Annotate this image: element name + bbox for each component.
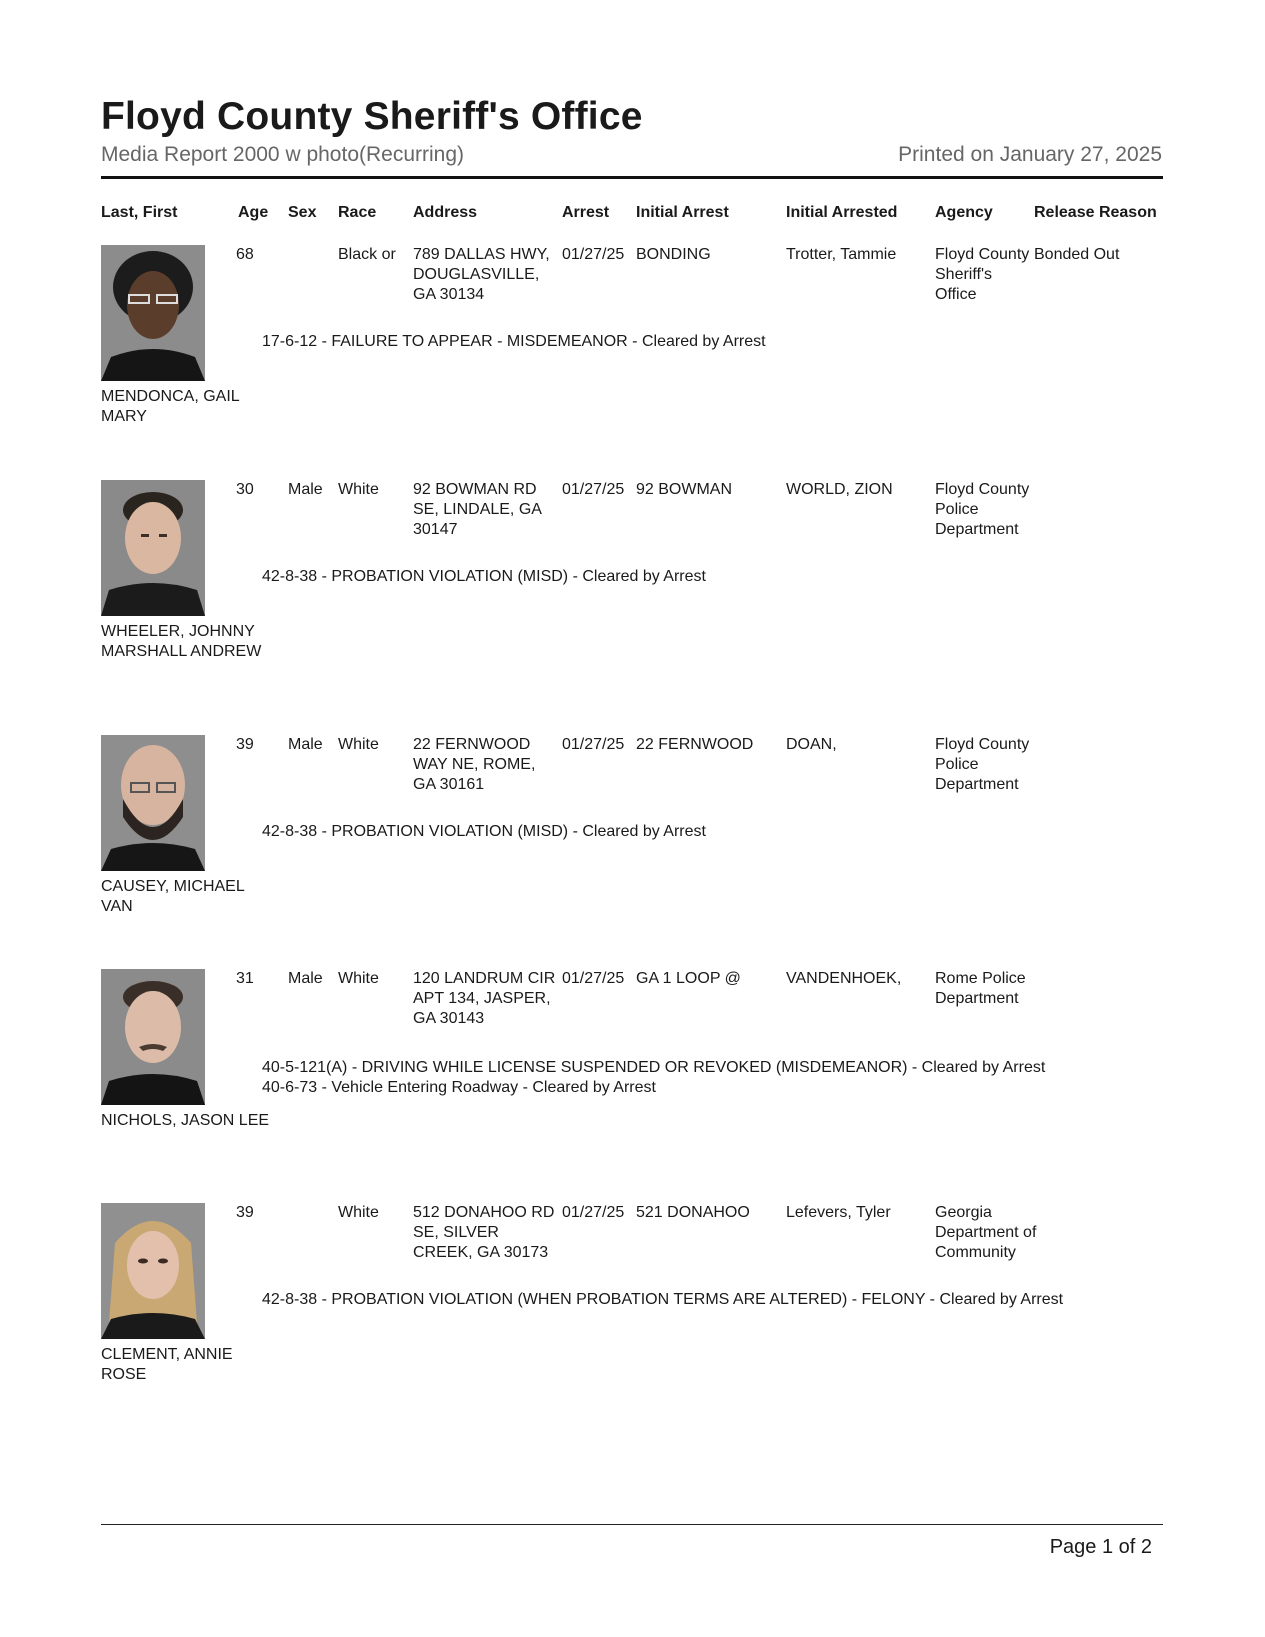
arrest-date: 01/27/25 (562, 736, 625, 753)
footer-rule (101, 1524, 1163, 1525)
inmate-name: CLEMENT, ANNIE ROSE (101, 1346, 233, 1383)
inmate-name: CAUSEY, MICHAEL VAN (101, 878, 245, 915)
agency-value: Floyd County Sheriff's Office (935, 246, 1030, 303)
address-value: 789 DALLAS HWY, DOUGLASVILLE, GA 30134 (413, 246, 550, 303)
column-header-race: Race (338, 204, 377, 221)
record-3 (0, 735, 1265, 965)
initial-arrest-location: 92 BOWMAN (636, 481, 733, 498)
record-4 (0, 969, 1265, 1199)
initial-arrest-location: GA 1 LOOP @ (636, 970, 741, 987)
inmate-name: WHEELER, JOHNNY MARSHALL ANDREW (101, 623, 262, 660)
sex-value: Male (288, 736, 323, 753)
charge-line: 42-8-38 - PROBATION VIOLATION (WHEN PROBATION TERMS ARE ALTERED) - FELONY - Cleared by Arrest (262, 1291, 1064, 1308)
column-header-address: Address (413, 204, 478, 221)
race-value: Black or (338, 246, 396, 263)
age-value: 39 (236, 736, 254, 753)
report-subtitle: Media Report 2000 w photo(Recurring) (101, 143, 465, 166)
charge-line: 40-6-73 - Vehicle Entering Roadway - Cleared by Arrest (262, 1079, 656, 1096)
charge-line: 42-8-38 - PROBATION VIOLATION (MISD) - Cleared by Arrest (262, 823, 706, 840)
record-1 (0, 245, 1265, 475)
column-header-agency: Agency (935, 204, 993, 221)
address-value: 512 DONAHOO RD SE, SILVER CREEK, GA 30173 (413, 1204, 555, 1261)
inmate-name: MENDONCA, GAIL MARY (101, 388, 240, 425)
mugshot-photo (101, 1203, 205, 1339)
release-reason-value: Bonded Out (1034, 246, 1120, 263)
agency-value: Floyd County Police Department (935, 481, 1030, 538)
initial-arrest-location: 22 FERNWOOD (636, 736, 754, 753)
agency-value: Rome Police Department (935, 970, 1026, 1007)
arrest-date: 01/27/25 (562, 481, 625, 498)
report-title: Floyd County Sheriff's Office (101, 95, 643, 138)
charge-list (262, 1290, 1063, 1310)
inmate-name: NICHOLS, JASON LEE (101, 1112, 270, 1129)
race-value: White (338, 736, 379, 753)
arresting-officer: WORLD, ZION (786, 481, 893, 498)
age-value: 39 (236, 1204, 254, 1221)
charge-line: 42-8-38 - PROBATION VIOLATION (MISD) - Cleared by Arrest (262, 568, 706, 585)
agency-value: Floyd County Police Department (935, 736, 1030, 793)
arresting-officer: VANDENHOEK, (786, 970, 902, 987)
record-2 (0, 480, 1265, 710)
age-value: 68 (236, 246, 254, 263)
charge-line: 40-5-121(A) - DRIVING WHILE LICENSE SUSPENDED OR REVOKED (MISDEMEANOR) - Cleared by Arrest (262, 1059, 1046, 1076)
mugshot-photo (101, 480, 205, 616)
mugshot-photo (101, 969, 205, 1105)
age-value: 30 (236, 481, 254, 498)
printed-date: Printed on January 27, 2025 (898, 143, 1162, 166)
arrest-date: 01/27/25 (562, 246, 625, 263)
initial-arrest-location: 521 DONAHOO (636, 1204, 750, 1221)
page-number: Page 1 of 2 (1049, 1536, 1152, 1558)
column-header-initial-arrest: Initial Arrest (636, 204, 729, 221)
column-header-arrest: Arrest (562, 204, 610, 221)
race-value: White (338, 970, 379, 987)
mugshot-photo (101, 245, 205, 381)
charge-list (262, 1058, 1045, 1098)
sex-value: Male (288, 970, 323, 987)
address-value: 92 BOWMAN RD SE, LINDALE, GA 30147 (413, 481, 542, 538)
charge-line: 17-6-12 - FAILURE TO APPEAR - MISDEMEANOR - Cleared by Arrest (262, 333, 766, 350)
race-value: White (338, 481, 379, 498)
charge-list (262, 332, 766, 352)
header-rule (101, 176, 1163, 179)
arrest-date: 01/27/25 (562, 970, 625, 987)
charge-list (262, 567, 706, 587)
initial-arrest-location: BONDING (636, 246, 711, 263)
agency-value: Georgia Department of Community (935, 1204, 1037, 1261)
column-header-release-reason: Release Reason (1034, 204, 1157, 221)
arrest-date: 01/27/25 (562, 1204, 625, 1221)
column-header-age: Age (238, 204, 269, 221)
column-header-name: Last, First (101, 204, 178, 221)
charge-list (262, 822, 706, 842)
sex-value: Male (288, 481, 323, 498)
record-5 (0, 1203, 1265, 1433)
arresting-officer: DOAN, (786, 736, 837, 753)
age-value: 31 (236, 970, 254, 987)
column-header-sex: Sex (288, 204, 317, 221)
arresting-officer: Lefevers, Tyler (786, 1204, 891, 1221)
column-header-initial-arrested: Initial Arrested (786, 204, 898, 221)
race-value: White (338, 1204, 379, 1221)
address-value: 120 LANDRUM CIR APT 134, JASPER, GA 30143 (413, 970, 556, 1027)
address-value: 22 FERNWOOD WAY NE, ROME, GA 30161 (413, 736, 536, 793)
mugshot-photo (101, 735, 205, 871)
arresting-officer: Trotter, Tammie (786, 246, 897, 263)
